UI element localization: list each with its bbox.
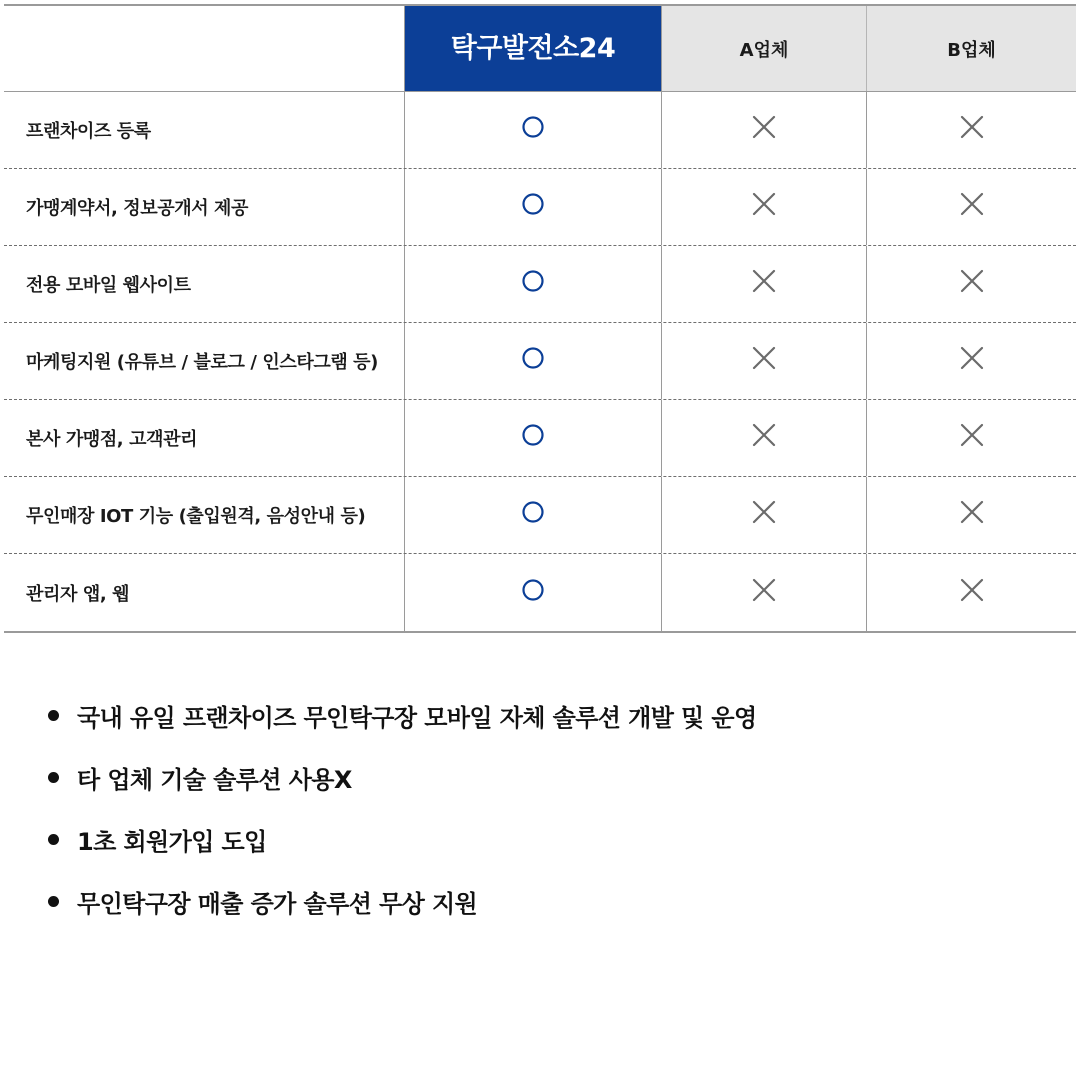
cross-icon [751,114,777,140]
table-body [4,92,1076,631]
bullet-text: 무인탁구장 매출 증가 솔루션 무상 지원 [77,889,478,918]
table-row [4,246,1076,323]
table-row [4,477,1076,554]
row-b-cell [866,554,1076,631]
cross-icon [751,422,777,448]
table-header-row [4,6,1076,92]
bullet-text: 1초 회원가입 도입 [77,827,267,856]
cross-icon [751,577,777,603]
row-label-cell [4,400,404,476]
cross-icon [959,422,985,448]
circle-icon [520,114,546,140]
table-row [4,323,1076,400]
row-b-cell [866,323,1076,399]
header-company-a: A업체 [661,6,866,91]
cross-icon [959,499,985,525]
row-label: 가맹계약서, 정보공개서 제공 [26,198,249,219]
row-label-cell [4,169,404,245]
cross-icon [751,499,777,525]
table-row [4,92,1076,169]
row-b-cell [866,400,1076,476]
row-main-cell [404,477,661,553]
cross-icon [751,345,777,371]
row-main-cell [404,92,661,168]
bullet-text: 타 업체 기술 솔루션 사용X [77,765,352,794]
row-label: 전용 모바일 웹사이트 [26,275,191,296]
cross-icon [751,191,777,217]
row-label: 무인매장 IOT 기능 (출입원격, 음성안내 등) [26,506,366,527]
cross-icon [959,577,985,603]
cross-icon [959,345,985,371]
row-label-cell [4,246,404,322]
header-label-cell [4,6,404,91]
row-a-cell [661,92,866,168]
row-label-cell [4,92,404,168]
comparison-table [4,4,1076,633]
cross-icon [751,268,777,294]
row-main-cell [404,169,661,245]
header-company-b: B업체 [866,6,1076,91]
circle-icon [520,191,546,217]
bullet-item [48,684,757,746]
circle-icon [520,499,546,525]
row-a-cell [661,246,866,322]
bullet-dot-icon [48,896,59,907]
bullet-dot-icon [48,772,59,783]
row-b-cell [866,246,1076,322]
table-row [4,554,1076,631]
row-main-cell [404,323,661,399]
row-main-cell [404,400,661,476]
circle-icon [520,345,546,371]
row-b-cell [866,169,1076,245]
row-a-cell [661,323,866,399]
row-label-cell [4,554,404,631]
bullet-item [48,808,757,870]
row-a-cell [661,400,866,476]
feature-bullet-list [48,684,757,932]
row-a-cell [661,477,866,553]
bullet-item [48,870,757,932]
cross-icon [959,191,985,217]
bullet-dot-icon [48,834,59,845]
row-label-cell [4,323,404,399]
bullet-item [48,746,757,808]
header-main-company: 탁구발전소24 [404,6,661,91]
row-label: 마케팅지원 (유튜브 / 블로그 / 인스타그램 등) [26,352,378,373]
row-label: 관리자 앱, 웹 [26,583,130,605]
table-row [4,400,1076,477]
row-label-cell [4,477,404,553]
bullet-dot-icon [48,710,59,721]
cross-icon [959,268,985,294]
row-a-cell [661,169,866,245]
row-main-cell [404,246,661,322]
cross-icon [959,114,985,140]
row-b-cell [866,92,1076,168]
row-main-cell [404,554,661,631]
table-row [4,169,1076,246]
circle-icon [520,422,546,448]
bullet-text: 국내 유일 프랜차이즈 무인탁구장 모바일 자체 솔루션 개발 및 운영 [77,703,757,732]
row-label: 본사 가맹점, 고객관리 [26,429,198,450]
row-a-cell [661,554,866,631]
row-label: 프랜차이즈 등록 [26,121,151,142]
row-b-cell [866,477,1076,553]
circle-icon [520,577,546,603]
circle-icon [520,268,546,294]
